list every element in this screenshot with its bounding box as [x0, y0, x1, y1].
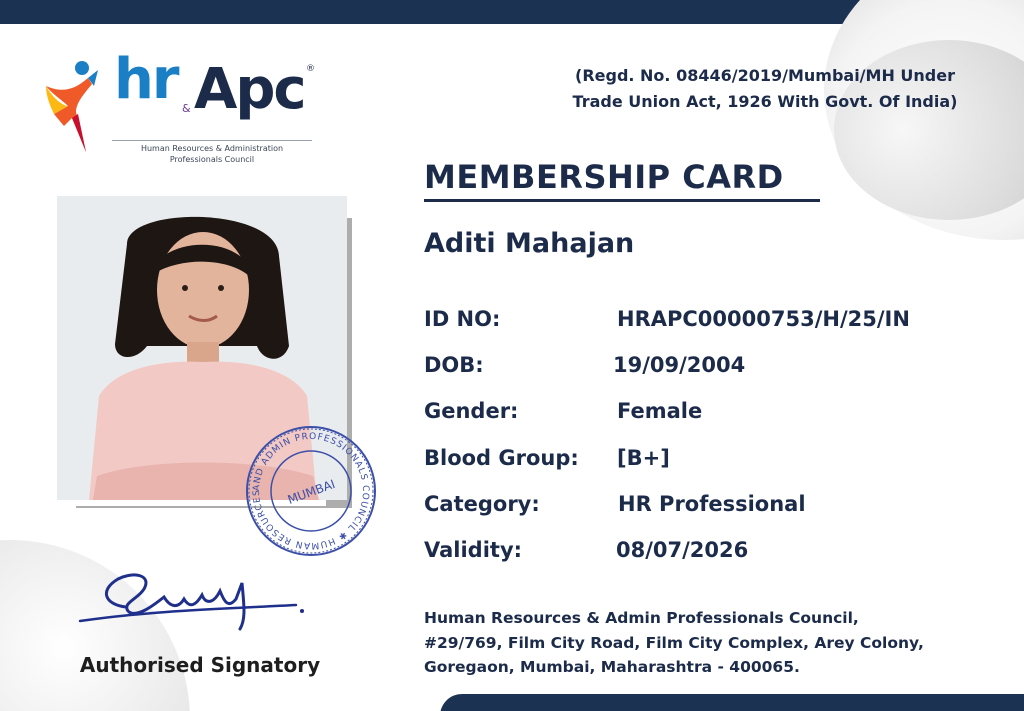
official-stamp	[240, 424, 382, 558]
registration-line-1: (Regd. No. 08446/2019/Mumbai/MH Under	[575, 66, 955, 85]
logo-subtitle	[112, 143, 312, 165]
dob-value: 19/09/2004	[613, 353, 746, 377]
signature-image	[78, 565, 308, 635]
registration-text	[520, 63, 1010, 115]
blood-group-value: [B+]	[617, 446, 670, 470]
stamp-center-text: MUMBAI	[285, 476, 337, 507]
bottom-band	[440, 694, 1024, 711]
member-name: Aditi Mahajan	[424, 228, 635, 259]
category-value: HR Professional	[618, 492, 806, 516]
gender-value: Female	[617, 399, 703, 423]
logo-subtitle-line-1: Human Resources & Administration	[140, 144, 284, 153]
stamp-ring-text: AND ADMIN PROFESSIONALS COUNCIL ✱ HUMAN RESOURCES	[251, 431, 371, 551]
org-address	[424, 606, 1004, 680]
authorised-signatory-label: Authorised Signatory	[79, 653, 321, 677]
id-value: HRAPC00000753/H/25/IN	[617, 307, 910, 331]
logo-apc-text: Apc	[194, 57, 305, 122]
registration-line-2: Trade Union Act, 1926 With Govt. Of India)	[572, 92, 958, 111]
logo-divider	[112, 140, 312, 141]
org-logo	[42, 47, 322, 175]
blood-group-label: Blood Group:	[424, 446, 579, 470]
registered-mark: ®	[306, 64, 315, 74]
logo-subtitle-line-2: Professionals Council	[169, 155, 255, 164]
validity-label: Validity:	[424, 538, 523, 562]
address-line-1: Human Resources & Admin Professionals Council,	[424, 609, 859, 627]
dob-label: DOB:	[424, 353, 484, 377]
category-label: Category:	[424, 492, 540, 516]
gender-label: Gender:	[424, 399, 519, 423]
logo-hr-text: hr	[114, 47, 178, 112]
person-figure-icon	[42, 56, 98, 156]
logo-ampersand: &	[182, 102, 191, 115]
title-underline	[424, 199, 820, 202]
address-line-3: Goregaon, Mumbai, Maharashtra - 400065.	[424, 658, 800, 676]
card-title: MEMBERSHIP CARD	[424, 158, 784, 196]
address-line-2: #29/769, Film City Road, Film City Complex, Arey Colony,	[424, 633, 924, 652]
validity-value: 08/07/2026	[616, 538, 749, 562]
id-label: ID NO:	[424, 307, 501, 331]
